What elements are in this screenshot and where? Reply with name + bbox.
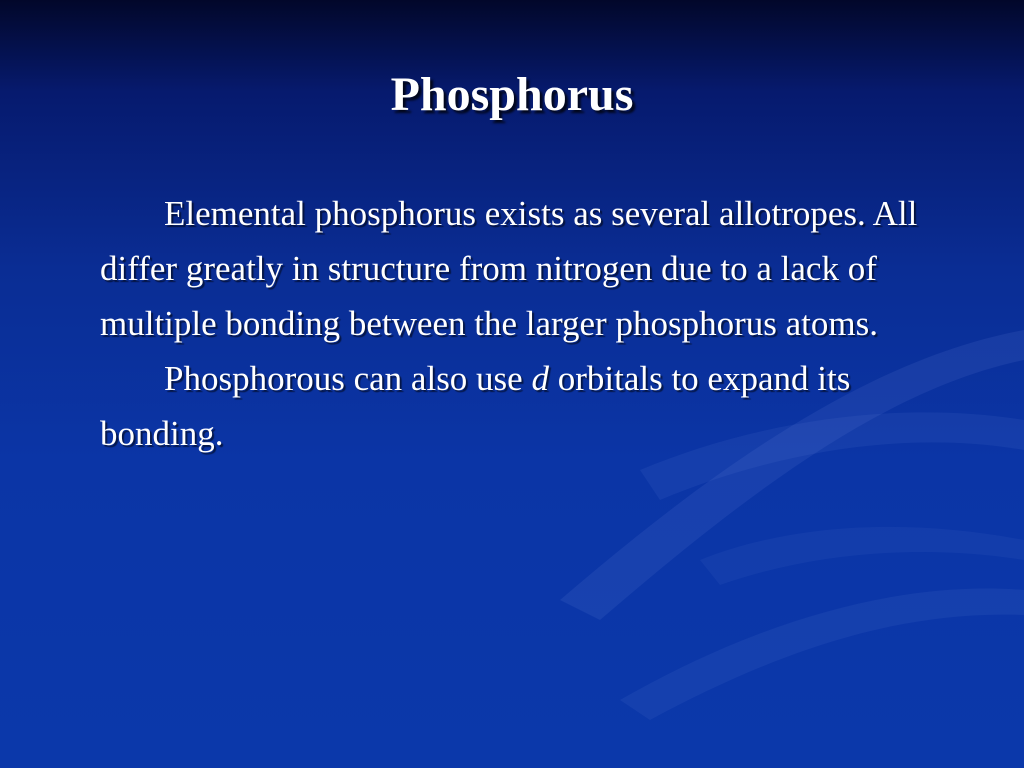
slide-title: Phosphorus (390, 68, 634, 121)
slide-body (100, 186, 930, 461)
d-orbital-letter: d (531, 359, 549, 398)
paragraph-d-orbitals-end: orbitals to expand its bonding. (100, 359, 851, 453)
paragraph-allotropes: Elemental phosphorus exists as several allotropes. All differ greatly in structure from nitrogen due to a lack of multiple bonding between the larger phosphorus atoms. (100, 194, 918, 343)
paragraph-d-orbitals (100, 351, 930, 461)
paragraph-d-orbitals-start: Phosphorous can also use (164, 359, 532, 398)
